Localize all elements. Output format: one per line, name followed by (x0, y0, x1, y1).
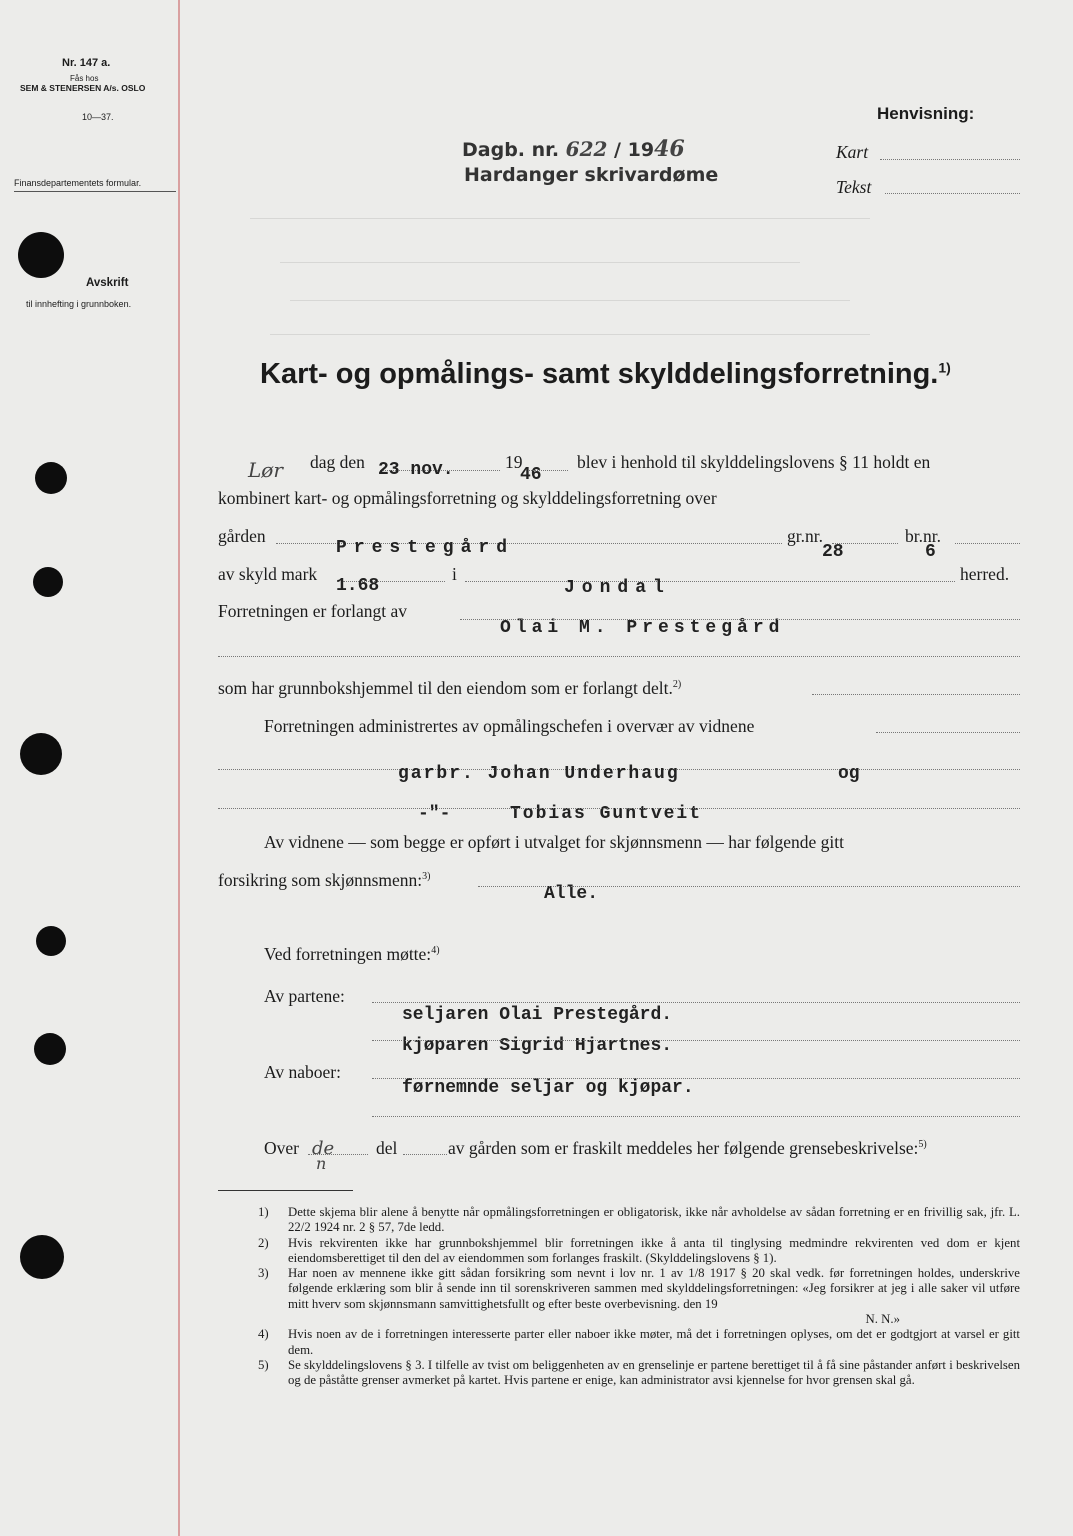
skyld-label: av skyld mark (218, 564, 318, 584)
hjemmel-line (812, 694, 1020, 695)
party2: kjøparen Sigrid Hjartnes. (402, 1036, 673, 1056)
herred-label: herred. (960, 564, 1010, 584)
footnote-separator (218, 1190, 353, 1191)
document-title (260, 358, 951, 391)
punch-hole-7 (20, 1235, 64, 1279)
motte-label (264, 944, 440, 965)
grense-sup: 5) (918, 1139, 927, 1151)
partene-label: Av partene: (264, 986, 345, 1006)
witness1-name: garbr. Johan Underhaug (398, 764, 680, 784)
brnr-line (955, 543, 1020, 544)
day-typed: Lør (248, 458, 283, 482)
dagb-label: Dagb. nr. (462, 139, 560, 161)
vidnene-line (478, 886, 1020, 887)
punch-hole-3 (33, 567, 63, 597)
footnote-4 (258, 1327, 1020, 1358)
vidnene-line2 (218, 870, 431, 891)
bleed-line (280, 262, 800, 263)
forlangt-line1 (460, 619, 1020, 620)
footnote-3 (258, 1266, 1020, 1327)
reference-kart-line (880, 159, 1020, 160)
witness2-prefix: -"- (418, 804, 451, 824)
vidnene-value: Alle. (544, 884, 599, 904)
reference-tekst-line (885, 193, 1020, 194)
edition: 10—37. (82, 112, 114, 122)
dagb-year-hand: 46 (654, 136, 685, 162)
publisher-line1: Fås hos (70, 74, 99, 83)
footnotes (258, 1205, 1020, 1389)
footnote-number: 4) (258, 1327, 269, 1342)
reference-title: Henvisning: (877, 104, 975, 123)
hjemmel-text-body: som har grunnbokshjemmel til den eiendom som er forlangt delt. (218, 678, 673, 698)
partene-line1 (372, 1002, 1020, 1003)
partene-line2 (372, 1040, 1020, 1041)
formular-label: Finansdepartementets formular. (14, 178, 142, 188)
office-stamp: Hardanger skrivardøme (464, 164, 719, 186)
year-typed: 46 (520, 465, 542, 485)
over-label: Over (264, 1138, 299, 1158)
footnote-2 (258, 1236, 1020, 1267)
footnote-number: 2) (258, 1235, 269, 1250)
punch-hole-5 (36, 926, 66, 956)
garden-label: gården (218, 526, 266, 546)
bleed-line (250, 218, 870, 219)
skyld-value: 1.68 (336, 576, 380, 596)
over-hand-bottom: n (316, 1154, 327, 1173)
date-typed: 23 nov. (378, 460, 454, 480)
footnote-text: Dette skjema blir alene å benytte når opmålingsforretningen er obligatorisk, ikke når avholdelse av sådan forretning er en frivillig sak, jfr. L. 22/2 1924 nr. 2 § 57, 7de ledd. (288, 1205, 1020, 1235)
forlangt-label: Forretningen er forlangt av (218, 601, 408, 621)
party1: seljaren Olai Prestegård. (402, 1005, 673, 1025)
footnote-text: Har noen av mennene ikke gitt sådan forsikring som nevnt i lov nr. 1 av 1/8 1917 § 20 skal vedk. før forretningen holdes, underskrive følgende erklæring som blir å sende inn til sorenskriveren sammen med skylddelingsforretningen: «Jeg forsikrer at jeg i alle saker vil utføre mitt hverv som skjønnsmann samvittighetsfullt og efter beste overbevisning. den 19 (288, 1266, 1020, 1311)
punch-hole-6 (34, 1033, 66, 1065)
line2-text: kombinert kart- og opmålingsforretning og skylddelingsforretning over (218, 488, 717, 508)
del-line (403, 1154, 447, 1155)
motte-label-text: Ved forretningen møtte: (264, 944, 432, 964)
bleed-line (290, 300, 850, 301)
footnote-text: Hvis noen av de i forretningen interesserte parter eller naboer ikke møter, må det i forretningen oplyses, om det er godtgjort at varsel er gitt dem. (288, 1327, 1020, 1357)
grense-text (448, 1138, 927, 1159)
garden-value: Prestegård (336, 538, 515, 558)
margin-rule (178, 0, 180, 1536)
punch-hole-4 (20, 733, 62, 775)
naboer-line2 (372, 1116, 1020, 1117)
hjemmel-text (218, 678, 681, 699)
line1-rest: blev i henhold til skylddelingslovens § 11 holdt en (577, 452, 931, 472)
year-prefix: 19 (505, 452, 523, 472)
naboer-label: Av naboer: (264, 1062, 341, 1082)
footnote-signature: N. N.» (865, 1312, 900, 1327)
witness1 (398, 764, 680, 784)
admin-text: Forretningen administrertes av opmålingschefen i overvær av vidnene (264, 716, 755, 736)
avskrift-label: Avskrift (86, 277, 129, 289)
bleed-line (270, 334, 870, 335)
witness-og: og (838, 764, 860, 784)
brnr-value: 6 (925, 542, 936, 562)
punch-hole-1 (18, 232, 64, 278)
avskrift-sub: til innhefting i grunnboken. (26, 299, 132, 309)
hjemmel-sup: 2) (672, 679, 682, 691)
grense-text-body: av gården som er fraskilt meddeles her følgende grensebeskrivelse: (448, 1138, 919, 1158)
neighbour: førnemnde seljar og kjøpar. (402, 1078, 694, 1098)
vidnene-sup: 3) (422, 871, 431, 883)
herred-value: Jondal (564, 578, 671, 598)
reference-tekst-label: Tekst (836, 177, 872, 197)
footnote-text: Hvis rekvirenten ikke har grunnbokshjemmel blir forretningen ikke å anta til tinglysing medmindre rekvirenten ved dom er kjent eiendomsberettiget til den del av eiendommen som forlanges fraskilt. (Skylddelingslovens § 1). (288, 1235, 1020, 1265)
formular-underline (14, 191, 176, 192)
admin-line (876, 732, 1020, 733)
grnr-line (832, 543, 898, 544)
witness2: Tobias Guntveit (510, 804, 703, 824)
vidnene-line2-text: forsikring som skjønnsmenn: (218, 870, 423, 890)
footnote-1 (258, 1205, 1020, 1236)
over-line (308, 1154, 368, 1155)
herred-line (465, 581, 955, 582)
footnote-number: 1) (258, 1205, 269, 1219)
vidnene-line1: Av vidnene — som begge er opført i utvalget for skjønnsmenn — har følgende gitt (264, 832, 844, 852)
grnr-value: 28 (822, 542, 844, 562)
footnote-5 (258, 1358, 1020, 1389)
publisher-line2: SEM & STENERSEN A/s. OSLO (20, 83, 146, 93)
footnote-number: 5) (258, 1357, 269, 1372)
dagb-stamp (462, 136, 685, 162)
document-title-sup: 1) (938, 359, 951, 376)
forlangt-line2 (218, 656, 1020, 657)
reference-kart-label: Kart (836, 142, 869, 162)
motte-sup: 4) (431, 945, 440, 957)
form-number: Nr. 147 a. (62, 57, 111, 69)
grnr-label: gr.nr. (787, 526, 823, 546)
dagb-number: 622 (565, 137, 608, 161)
del-label: del (376, 1138, 398, 1158)
brnr-label: br.nr. (905, 526, 941, 546)
document-title-text: Kart- og opmålings- samt skylddelingsforretning. (260, 358, 939, 390)
punch-hole-2 (35, 462, 67, 494)
dag-den-label: dag den (310, 452, 365, 472)
footnote-number: 3) (258, 1266, 269, 1281)
year-line (528, 470, 568, 471)
dagb-year-prefix: 19 (627, 139, 655, 161)
footnote-text: Se skylddelingslovens § 3. I tilfelle av tvist om beliggenheten av en grenselinje er partene berettiget til å få sine påstander anført i beskrivelsen og de påståtte grenser avmerket på kartet. Hvis partene er enige, kan administrator avsi kjennelse for hvor grensen skal gå. (288, 1357, 1020, 1388)
dagb-slash: / (614, 139, 621, 161)
witness-line2 (218, 808, 1020, 809)
i-label: i (452, 564, 457, 584)
forlangt-value: Olai M. Prestegård (500, 618, 785, 638)
over-hand-top: de (312, 1138, 335, 1159)
